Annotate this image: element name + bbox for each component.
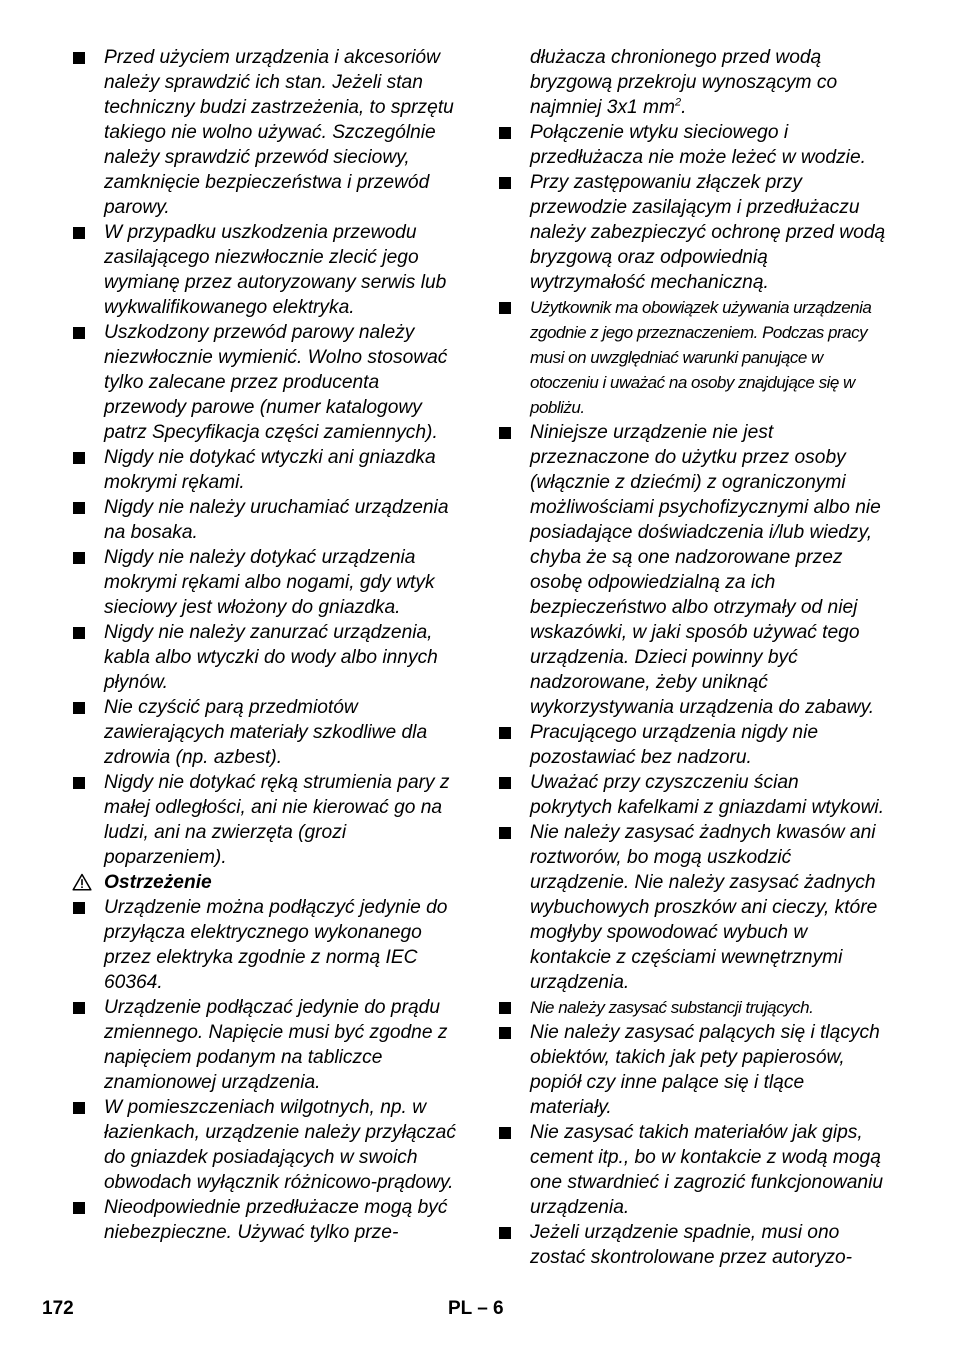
list-item-text: Nigdy nie dotykać ręką strumienia pary z małej odległości, ani nie kierować go na ludzi, ani na zwierzęta (grozi poparzeniem). — [104, 772, 450, 868]
list-item — [496, 820, 886, 995]
list-item — [70, 995, 460, 1095]
list-item-text: Nigdy nie należy uruchamiać urządzenia na bosaka. — [104, 497, 449, 543]
bullet-icon — [499, 827, 511, 839]
section-code: PL – 6 — [448, 1298, 504, 1319]
list-item — [70, 545, 460, 620]
bullet-icon — [73, 702, 85, 714]
bullet-icon — [499, 1227, 511, 1239]
list-item-text: W pomieszczeniach wilgotnych, np. w łazienkach, urządzenie należy przyłączać do gniazdek posiadających w swoich obwodach wyłącznik różnicowo-prądowy. — [104, 1097, 456, 1193]
bullet-icon — [499, 727, 511, 739]
list-item — [70, 895, 460, 995]
bullet-icon — [73, 327, 85, 339]
list-item — [496, 170, 886, 295]
list-item — [70, 1195, 460, 1245]
bullet-icon — [73, 1102, 85, 1114]
list-item-text: Uważać przy czyszczeniu ścian pokrytych kafelkami z gniazdami wtykowi. — [530, 772, 885, 818]
bullet-icon — [73, 777, 85, 789]
list-item-text: Niniejsze urządzenie nie jest przeznaczone do użytku przez osoby (włącznie z dziećmi) z ograniczonymi możliwościami psychofizycznymi albo nie posiadające doświadczenia i/lub wiedzy, chyba że są one nadzorowane przez osobę odpowiedzialną za ich bezpieczeństwo albo otrzymały od niej wskazówki, w jaki sposób używać tego urządzenia. Dzieci powinny być nadzorowane, żeby uniknąć wykorzystywania urządzenia do zabawy. — [530, 422, 881, 718]
list-item-text: Nigdy nie należy dotykać urządzenia mokrymi rękami albo nogami, gdy wtyk sieciowy jest włożony do gniazdka. — [104, 547, 435, 618]
list-item — [70, 620, 460, 695]
page-number: 172 — [42, 1298, 74, 1319]
list-item-text: Urządzenie podłączać jedynie do prądu zmiennego. Napięcie musi być zgodne z napięciem podanym na tabliczce znamionowej urządzenia. — [104, 997, 448, 1093]
list-item — [496, 770, 886, 820]
bullet-icon — [73, 227, 85, 239]
right-column — [496, 45, 886, 1270]
bullet-icon — [73, 452, 85, 464]
bullet-icon — [73, 52, 85, 64]
list-item — [70, 320, 460, 445]
list-item — [496, 995, 886, 1020]
bullet-icon — [499, 127, 511, 139]
list-item — [496, 1220, 886, 1270]
list-item-text: Nie należy zasysać palących się i tlących obiektów, takich jak pety papierosów, popiół czy inne palące się i tlące materiały. — [530, 1022, 880, 1118]
bullet-icon — [499, 1027, 511, 1039]
list-item — [70, 695, 460, 770]
left-column — [70, 45, 460, 1245]
list-item-text: Nieodpowiednie przedłużacze mogą być niebezpieczne. Używać tylko prze- — [104, 1197, 448, 1243]
list-item-text: Pracującego urządzenia nigdy nie pozostawiać bez nadzoru. — [530, 722, 818, 768]
list-item-text: Przed użyciem urządzenia i akcesoriów należy sprawdzić ich stan. Jeżeli stan techniczny budzi zastrzeżenia, to sprzętu takiego nie wolno używać. Szczególnie należy sprawdzić przewód sieciowy, zamknięcie bezpieczeństwa i przewód parowy. — [104, 47, 454, 218]
warning-heading — [70, 870, 460, 895]
bullet-icon — [73, 902, 85, 914]
bullet-icon — [73, 1002, 85, 1014]
list-item-text: W przypadku uszkodzenia przewodu zasilającego niezwłocznie zlecić jego wymianę przez autoryzowany serwis lub wykwalifikowanego elektryka. — [104, 222, 447, 318]
bullet-icon — [73, 627, 85, 639]
bullet-icon — [499, 302, 511, 314]
warning-heading-text: Ostrzeżenie — [104, 872, 212, 893]
list-item — [496, 420, 886, 720]
continued-text-end: . — [681, 97, 687, 118]
list-item — [70, 45, 460, 220]
list-item-text: Nigdy nie należy zanurzać urządzenia, kabla albo wtyczki do wody albo innych płynów. — [104, 622, 438, 693]
continued-text-body: dłużacza chronionego przed wodą bryzgową przekroju wynoszącym co najmniej 3x1 mm — [530, 47, 838, 118]
list-item-text: Połączenie wtyku sieciowego i przedłużacza nie może leżeć w wodzie. — [530, 122, 866, 168]
list-item-text: Użytkownik ma obowiązek używania urządzenia zgodnie z jego przeznaczeniem. Podczas pracy musi on uwzględniać warunki panujące w otoczeniu i uważać na osoby znajdujące się w pobliżu. — [530, 298, 872, 417]
superscript: 2 — [675, 96, 682, 109]
list-item — [70, 1095, 460, 1195]
bullet-icon — [73, 552, 85, 564]
list-item-text: Urządzenie można podłączyć jedynie do przyłącza elektrycznego wykonanego przez elektryka zgodnie z normą IEC 60364. — [104, 897, 448, 993]
list-item-text: Nie zasysać takich materiałów jak gips, cement itp., bo w kontakcie z wodą mogą one stwardnieć i zagrozić funkcjonowaniu urządzenia. — [530, 1122, 884, 1218]
continued-text — [496, 45, 886, 120]
list-item — [70, 220, 460, 320]
bullet-icon — [499, 177, 511, 189]
list-item-text: Nie należy zasysać substancji trujących. — [530, 998, 814, 1017]
bullet-icon — [499, 1002, 511, 1014]
list-item-text: Nigdy nie dotykać wtyczki ani gniazdka mokrymi rękami. — [104, 447, 436, 493]
list-item — [496, 720, 886, 770]
list-item-text: Nie czyścić parą przedmiotów zawierających materiały szkodliwe dla zdrowia (np. azbest). — [104, 697, 428, 768]
list-item — [496, 295, 886, 420]
list-item — [496, 1020, 886, 1120]
list-item — [70, 770, 460, 870]
bullet-icon — [73, 1202, 85, 1214]
list-item-text: Nie należy zasysać żadnych kwasów ani roztworów, bo mogą uszkodzić urządzenie. Nie należy zasysać żadnych wybuchowych proszków ani cieczy, które mogłyby spowodować wybuch w kontakcie z częściami wewnętrznymi urządzenia. — [530, 822, 878, 993]
list-item — [70, 445, 460, 495]
bullet-icon — [499, 427, 511, 439]
bullet-icon — [73, 502, 85, 514]
list-item-text: Uszkodzony przewód parowy należy niezwłocznie wymienić. Wolno stosować tylko zalecane przez producenta przewody parowe (numer katalogowy patrz Specyfikacja części zamiennych). — [104, 322, 448, 443]
list-item — [70, 495, 460, 545]
bullet-icon — [499, 777, 511, 789]
list-item — [496, 120, 886, 170]
list-item-text: Przy zastępowaniu złączek przy przewodzie zasilającym i przedłużaczu należy zabezpieczyć ochronę przed wodą bryzgową oraz odpowiednią wytrzymałość mechaniczną. — [530, 172, 886, 293]
list-item-text: Jeżeli urządzenie spadnie, musi ono zostać skontrolowane przez autoryzo- — [530, 1222, 853, 1268]
warning-triangle-icon — [72, 873, 92, 891]
list-item — [496, 1120, 886, 1220]
bullet-icon — [499, 1127, 511, 1139]
